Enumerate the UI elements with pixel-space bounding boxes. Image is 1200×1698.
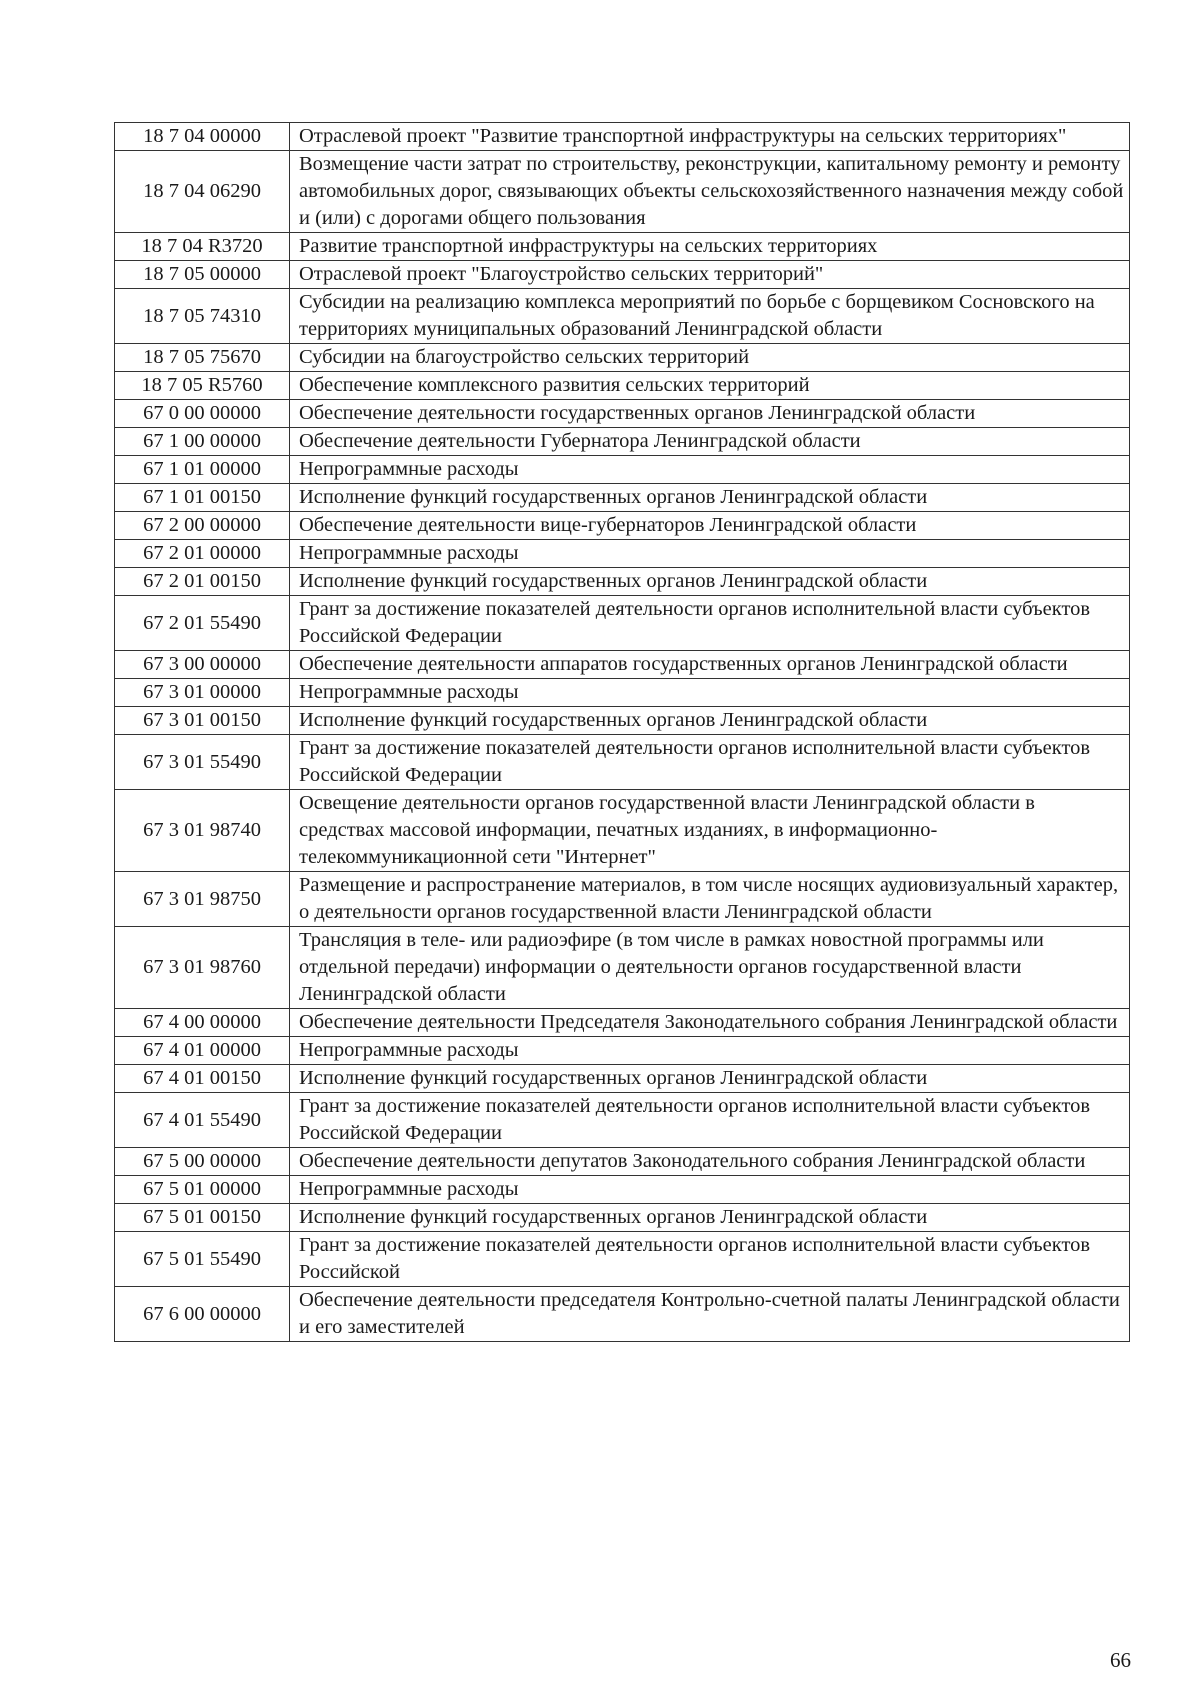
table-row <box>115 1287 1130 1342</box>
row-code: 18 7 05 00000 <box>115 261 290 289</box>
row-name: Непрограммные расходы <box>290 456 1130 484</box>
row-code: 67 6 00 00000 <box>115 1287 290 1342</box>
row-name: Непрограммные расходы <box>290 679 1130 707</box>
row-name: Освещение деятельности органов государственной власти Ленинградской области в средствах массовой информации, печатных изданиях, в информационно-телекоммуникационной сети "Интернет" <box>290 790 1130 872</box>
table-row <box>115 735 1130 790</box>
row-name: Грант за достижение показателей деятельности органов исполнительной власти субъектов Российской Федерации <box>290 735 1130 790</box>
row-name: Размещение и распространение материалов, в том числе носящих аудиовизуальный характер, о деятельности органов государственной власти Ленинградской области <box>290 872 1130 927</box>
row-code: 67 5 01 00000 <box>115 1176 290 1204</box>
table-row <box>115 1204 1130 1232</box>
row-code: 67 5 01 55490 <box>115 1232 290 1287</box>
row-name: Обеспечение деятельности государственных органов Ленинградской области <box>290 400 1130 428</box>
row-name: Исполнение функций государственных органов Ленинградской области <box>290 484 1130 512</box>
table-row <box>115 400 1130 428</box>
row-code: 67 5 01 00150 <box>115 1204 290 1232</box>
table-row <box>115 651 1130 679</box>
row-code: 18 7 04 00000 <box>115 123 290 151</box>
table-row <box>115 679 1130 707</box>
table-row <box>115 1232 1130 1287</box>
row-code: 67 1 01 00000 <box>115 456 290 484</box>
row-code: 67 2 00 00000 <box>115 512 290 540</box>
row-code: 67 2 01 55490 <box>115 596 290 651</box>
row-code: 67 2 01 00150 <box>115 568 290 596</box>
row-code: 67 4 01 00000 <box>115 1037 290 1065</box>
row-name: Обеспечение деятельности вице-губернаторов Ленинградской области <box>290 512 1130 540</box>
row-name: Отраслевой проект "Благоустройство сельских территорий" <box>290 261 1130 289</box>
row-name: Обеспечение комплексного развития сельских территорий <box>290 372 1130 400</box>
table-row <box>115 1176 1130 1204</box>
row-name: Грант за достижение показателей деятельности органов исполнительной власти субъектов Российской <box>290 1232 1130 1287</box>
row-code: 18 7 05 74310 <box>115 289 290 344</box>
row-name: Обеспечение деятельности аппаратов государственных органов Ленинградской области <box>290 651 1130 679</box>
row-code: 18 7 05 75670 <box>115 344 290 372</box>
row-code: 67 3 01 98750 <box>115 872 290 927</box>
row-code: 67 2 01 00000 <box>115 540 290 568</box>
row-code: 67 3 01 98760 <box>115 927 290 1009</box>
table-row <box>115 1093 1130 1148</box>
row-name: Обеспечение деятельности председателя Контрольно-счетной палаты Ленинградской области и его заместителей <box>290 1287 1130 1342</box>
row-name: Исполнение функций государственных органов Ленинградской области <box>290 1204 1130 1232</box>
table-row <box>115 456 1130 484</box>
row-code: 67 1 01 00150 <box>115 484 290 512</box>
row-name: Обеспечение деятельности депутатов Законодательного собрания Ленинградской области <box>290 1148 1130 1176</box>
table-row <box>115 1065 1130 1093</box>
table-row <box>115 372 1130 400</box>
row-code: 67 3 01 00150 <box>115 707 290 735</box>
table-row <box>115 484 1130 512</box>
row-code: 18 7 05 R5760 <box>115 372 290 400</box>
row-code: 67 0 00 00000 <box>115 400 290 428</box>
table-row <box>115 596 1130 651</box>
table-row <box>115 872 1130 927</box>
table-row <box>115 707 1130 735</box>
row-name: Исполнение функций государственных органов Ленинградской области <box>290 568 1130 596</box>
row-code: 18 7 04 R3720 <box>115 233 290 261</box>
row-name: Исполнение функций государственных органов Ленинградской области <box>290 707 1130 735</box>
row-name: Возмещение части затрат по строительству, реконструкции, капитальному ремонту и ремонту автомобильных дорог, связывающих объекты сельскохозяйственного назначения между собой и (или) с дорогами общего пользования <box>290 151 1130 233</box>
table-row <box>115 512 1130 540</box>
table-body <box>115 123 1130 1342</box>
row-code: 67 1 00 00000 <box>115 428 290 456</box>
row-name: Непрограммные расходы <box>290 1176 1130 1204</box>
table-row <box>115 261 1130 289</box>
table-row <box>115 151 1130 233</box>
row-code: 67 5 00 00000 <box>115 1148 290 1176</box>
table-row <box>115 540 1130 568</box>
row-name: Обеспечение деятельности Губернатора Ленинградской области <box>290 428 1130 456</box>
row-name: Непрограммные расходы <box>290 540 1130 568</box>
table-row <box>115 927 1130 1009</box>
table-row <box>115 344 1130 372</box>
row-name: Исполнение функций государственных органов Ленинградской области <box>290 1065 1130 1093</box>
row-name: Субсидии на реализацию комплекса мероприятий по борьбе с борщевиком Сосновского на территориях муниципальных образований Ленинградской области <box>290 289 1130 344</box>
table-row <box>115 233 1130 261</box>
row-name: Грант за достижение показателей деятельности органов исполнительной власти субъектов Российской Федерации <box>290 596 1130 651</box>
row-name: Развитие транспортной инфраструктуры на сельских территориях <box>290 233 1130 261</box>
row-code: 67 3 01 55490 <box>115 735 290 790</box>
table-row <box>115 289 1130 344</box>
budget-codes-table <box>114 122 1130 1342</box>
table-row <box>115 428 1130 456</box>
row-name: Грант за достижение показателей деятельности органов исполнительной власти субъектов Российской Федерации <box>290 1093 1130 1148</box>
table-row <box>115 1148 1130 1176</box>
table-row <box>115 1037 1130 1065</box>
row-code: 18 7 04 06290 <box>115 151 290 233</box>
table-row <box>115 790 1130 872</box>
table-row <box>115 568 1130 596</box>
page-number: 66 <box>1110 1648 1131 1672</box>
row-code: 67 3 00 00000 <box>115 651 290 679</box>
row-name: Обеспечение деятельности Председателя Законодательного собрания Ленинградской области <box>290 1009 1130 1037</box>
row-code: 67 4 00 00000 <box>115 1009 290 1037</box>
row-name: Непрограммные расходы <box>290 1037 1130 1065</box>
row-code: 67 4 01 00150 <box>115 1065 290 1093</box>
row-name: Трансляция в теле- или радиоэфире (в том числе в рамках новостной программы или отдельной передачи) информации о деятельности органов государственной власти Ленинградской области <box>290 927 1130 1009</box>
row-name: Отраслевой проект "Развитие транспортной инфраструктуры на сельских территориях" <box>290 123 1130 151</box>
row-code: 67 3 01 98740 <box>115 790 290 872</box>
table-row <box>115 1009 1130 1037</box>
row-code: 67 3 01 00000 <box>115 679 290 707</box>
row-name: Субсидии на благоустройство сельских территорий <box>290 344 1130 372</box>
row-code: 67 4 01 55490 <box>115 1093 290 1148</box>
table-row <box>115 123 1130 151</box>
